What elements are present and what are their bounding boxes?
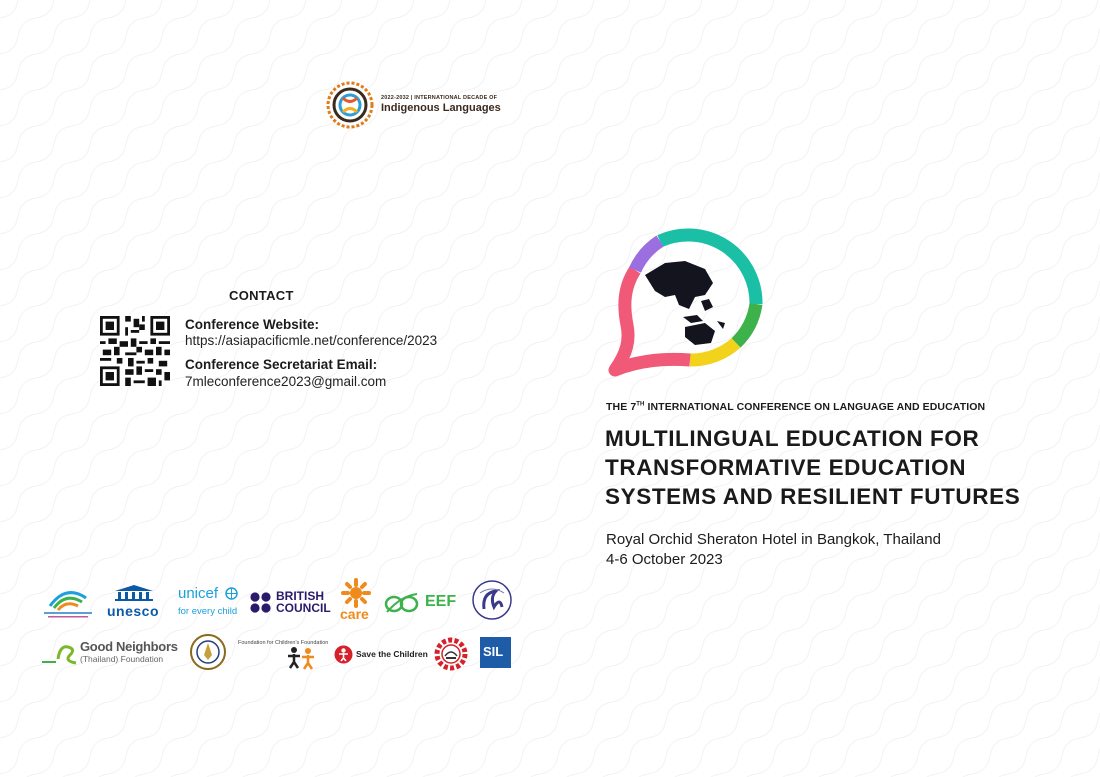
unicef-logo [178,585,242,621]
childrens-foundation-figures-icon [286,646,316,670]
eef-text: EEF [425,593,457,610]
title-line: MULTILINGUAL EDUCATION FOR [605,426,980,451]
conference-kicker: THE 7TH INTERNATIONAL CONFERENCE ON LANGUAGE AND EDUCATION [606,401,986,413]
conference-title [605,424,1075,511]
eef-logo [383,590,465,616]
british-council-line2: COUNCIL [276,601,331,615]
decade-emblem-icon [325,80,375,130]
sil-logo [480,637,511,668]
email-label: Conference Secretariat Email: [185,357,378,372]
university-seal-icon [470,579,514,621]
good-neighbors-icon [42,641,78,665]
care-text: care [340,606,369,622]
eef-leaves-icon [383,592,421,614]
decade-logo [325,80,501,130]
british-council-line1: BRITISH [276,589,324,603]
unicef-tagline: for every child [178,606,238,617]
british-council-dots-icon [250,592,272,614]
unicef-text: unicef [178,585,219,602]
good-neighbors-line2: (Thailand) Foundation [80,654,164,664]
title-line: SYSTEMS AND RESILIENT FUTURES [605,484,1021,509]
conference-venue: Royal Orchid Sheraton Hotel in Bangkok, Thailand [606,531,941,548]
care-logo [338,578,376,624]
care-hands-icon [341,578,371,608]
save-the-children-icon [334,645,353,664]
mle-working-group-logo-icon [40,580,96,620]
unicef-globe-icon [225,587,238,600]
unesco-text: unesco [107,603,160,619]
thai-ministry-seal-icon [189,633,227,671]
childrens-foundation-logo [238,640,328,670]
conference-logo-icon [605,225,770,377]
title-line: TRANSFORMATIVE EDUCATION [605,455,967,480]
unesco-temple-icon [113,585,155,601]
gear-seal-icon [433,636,469,672]
qr-code-icon[interactable] [100,316,170,386]
british-council-logo [250,590,330,618]
save-the-children-logo [334,644,426,666]
good-neighbors-line1: Good Neighbors [80,639,178,654]
conference-dates: 4-6 October 2023 [606,551,723,568]
website-link[interactable]: https://asiapacificmle.net/conference/2023 [185,333,438,348]
sil-text: SIL [483,644,504,659]
decade-line2: Indigenous Languages [381,102,501,114]
save-the-children-text: Save the Children [356,649,428,659]
childrens-foundation-caption: Foundation for Children's Foundation [238,640,329,646]
good-neighbors-logo [42,639,182,667]
website-label: Conference Website: [185,317,320,332]
unesco-logo [105,585,161,621]
email-link[interactable]: 7mleconference2023@gmail.com [185,374,387,389]
contact-heading: CONTACT [229,288,294,303]
decade-line1: 2022-2032 | INTERNATIONAL DECADE OF [381,95,498,101]
